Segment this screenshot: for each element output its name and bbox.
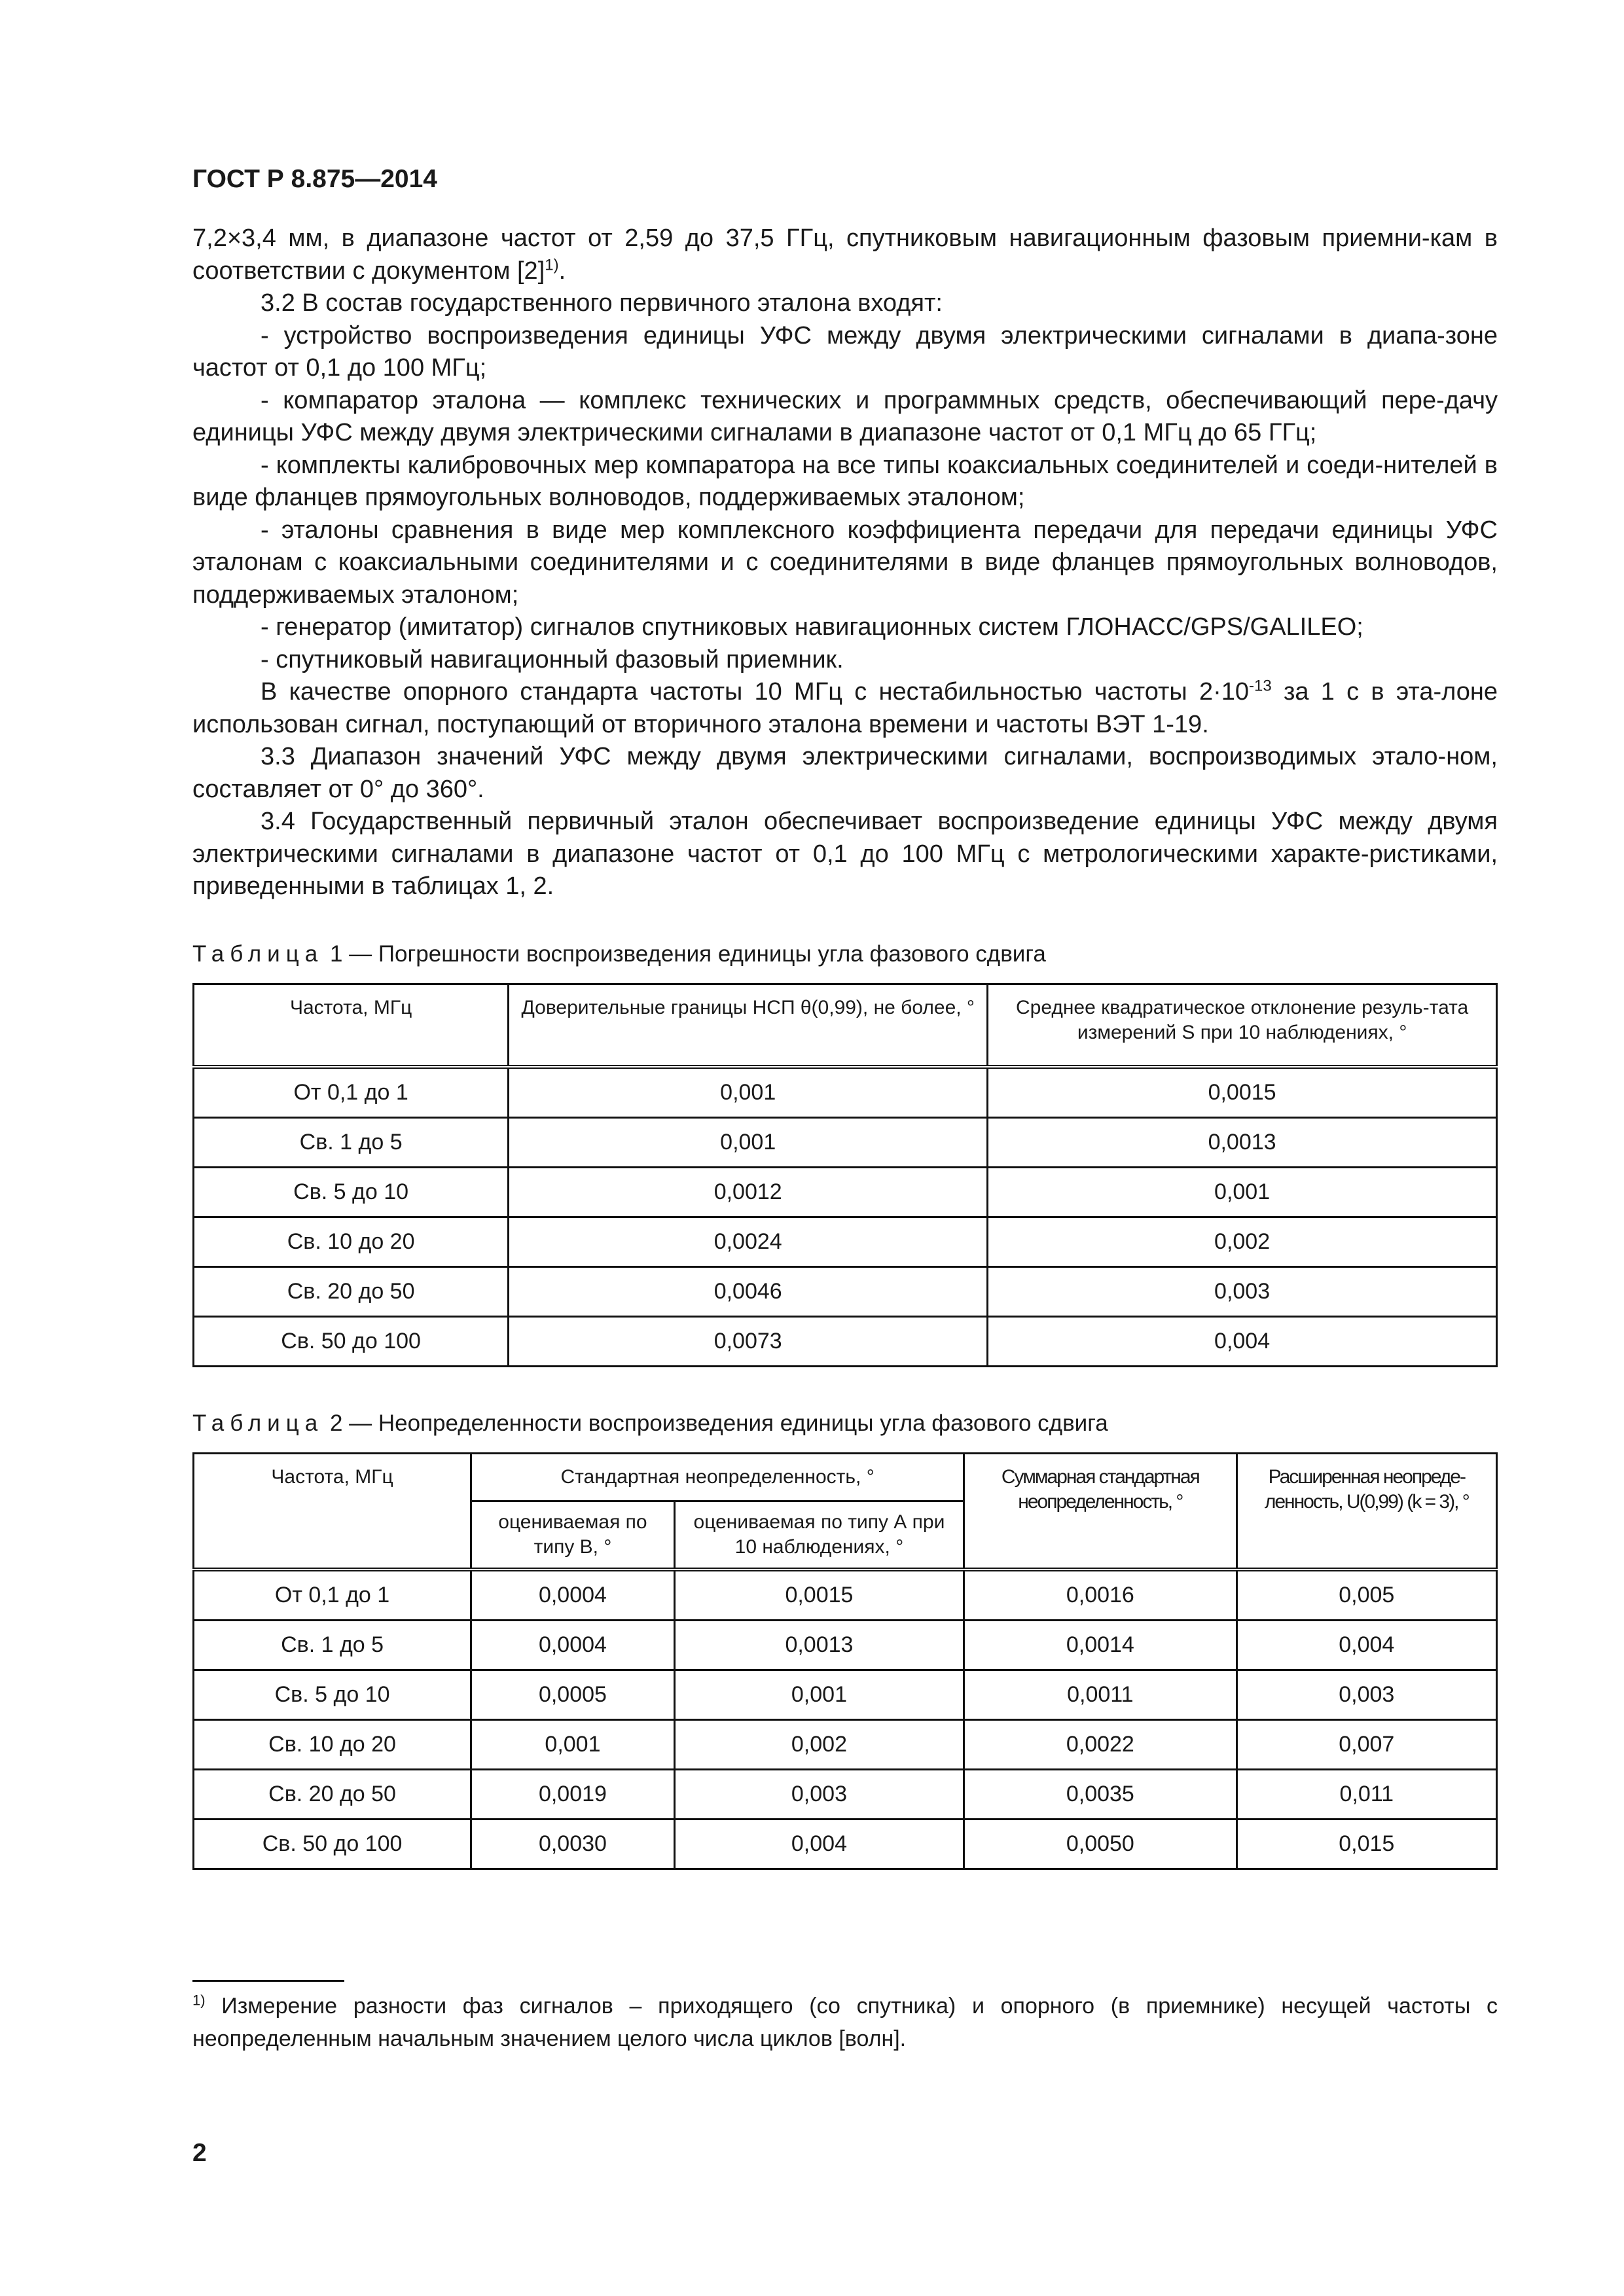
footnote-divider: [192, 1980, 344, 1982]
list-item: - компаратор эталона — комплекс технических и программных средств, обеспечивающий пере-дачу единицы УФС между двумя электрическими сигналами в диапазоне частот от 0,1 МГц до 65 ГГц;: [192, 386, 1498, 446]
table-header-row: [194, 1454, 1497, 1501]
table-cell: 0,001: [988, 1168, 1497, 1217]
list-item: - спутниковый навигационный фазовый приемник.: [261, 645, 844, 673]
table-cell: 0,002: [674, 1720, 964, 1770]
table-cell: Св. 1 до 5: [194, 1118, 509, 1168]
table-cell: 0,001: [674, 1670, 964, 1720]
table-cell: 0,0022: [964, 1720, 1237, 1770]
table-cell: 0,0035: [964, 1770, 1237, 1820]
paragraph: [192, 676, 1498, 741]
table-cell: 0,0011: [964, 1670, 1237, 1720]
column-header: оцениваемая по типу В, °: [471, 1501, 675, 1570]
paragraph-text: 7,2×3,4 мм, в диапазоне частот от 2,59 до 37,5 ГГц, спутниковым навигационным фазовым приемни-кам в соответствии с документом [2]: [192, 224, 1498, 285]
paragraph-text: за 1 с в эта-лоне использован сигнал, поступающий от вторичного эталона времени и частоты ВЭТ 1-19.: [192, 678, 1498, 738]
table-row: [194, 1168, 1497, 1217]
column-header: Доверительные границы НСП θ(0,99), не более, °: [509, 984, 988, 1067]
table-cell: Св. 1 до 5: [194, 1621, 471, 1670]
column-header: Расширенная неопреде-ленность, U(0,99) (k = 3), °: [1236, 1454, 1496, 1570]
table-cell: Св. 10 до 20: [194, 1217, 509, 1267]
table-2: [192, 1452, 1498, 1870]
table-row: [194, 1317, 1497, 1367]
body-text: [192, 223, 1498, 903]
column-header: Стандартная неопределенность, °: [471, 1454, 964, 1501]
paragraph: [192, 223, 1498, 287]
column-header: Частота, МГц: [194, 984, 509, 1067]
table-cell: 0,0013: [988, 1118, 1497, 1168]
table-row: [194, 1267, 1497, 1317]
table-cell: 0,0004: [471, 1621, 675, 1670]
caption-label: Таблица: [192, 941, 324, 967]
table-cell: 0,0024: [509, 1217, 988, 1267]
table-cell: 0,0030: [471, 1820, 675, 1869]
paragraph: 3.2 В состав государственного первичного эталона входят:: [261, 289, 943, 317]
table-row: [194, 1670, 1497, 1720]
table-cell: От 0,1 до 1: [194, 1067, 509, 1118]
table-row: [194, 1720, 1497, 1770]
table-cell: 0,0012: [509, 1168, 988, 1217]
table-cell: 0,002: [988, 1217, 1497, 1267]
table-cell: 0,004: [674, 1820, 964, 1869]
table-row: [194, 1621, 1497, 1670]
list-item: - эталоны сравнения в виде мер комплексного коэффициента передачи для передачи единицы УФС эталонам с коаксиальными соединителями и с соединителями в виде фланцев прямоугольных волноводов, поддерживаемых эталоном;: [192, 516, 1498, 609]
footnote: [192, 1990, 1498, 2055]
table-row: [194, 1570, 1497, 1621]
table-cell: 0,015: [1236, 1820, 1496, 1869]
table2-caption: [192, 1410, 1108, 1437]
table-cell: 0,0014: [964, 1621, 1237, 1670]
exponent: -13: [1249, 677, 1272, 695]
table-1: [192, 983, 1498, 1367]
table-cell: 0,0016: [964, 1570, 1237, 1621]
table-row: [194, 1067, 1497, 1118]
table-header-row: [194, 984, 1497, 1067]
column-header: оцениваемая по типу А при 10 наблюдениях, °: [674, 1501, 964, 1570]
table-cell: 0,001: [471, 1720, 675, 1770]
table-cell: Св. 5 до 10: [194, 1670, 471, 1720]
footnote-text: Измерение разности фаз сигналов – приходящего (со спутника) и опорного (в приемнике) несущей частоты с неопределенным начальным значением целого числа циклов [волн].: [192, 1994, 1498, 2051]
document-id-header: ГОСТ Р 8.875—2014: [192, 165, 437, 193]
table-cell: 0,0050: [964, 1820, 1237, 1869]
paragraph: 3.4 Государственный первичный эталон обеспечивает воспроизведение единицы УФС между двумя электрическими сигналами в диапазоне частот от 0,1 до 100 МГц с метрологическими характе-ристиками, приведенными в таблицах 1, 2.: [192, 808, 1498, 900]
column-header: Среднее квадратическое отклонение резуль-тата измерений S при 10 наблюдениях, °: [988, 984, 1497, 1067]
paragraph-text: .: [558, 257, 566, 285]
table-cell: 0,011: [1236, 1770, 1496, 1820]
column-header: Частота, МГц: [194, 1454, 471, 1570]
table-cell: 0,0019: [471, 1770, 675, 1820]
paragraph: 3.3 Диапазон значений УФС между двумя электрическими сигналами, воспроизводимых этало-ном, составляет от 0° до 360°.: [192, 743, 1498, 803]
table-cell: 0,0005: [471, 1670, 675, 1720]
list-item: - генератор (имитатор) сигналов спутниковых навигационных систем ГЛОНАСС/GPS/GALILEO;: [261, 613, 1363, 641]
table-row: [194, 1820, 1497, 1869]
caption-text: 2 — Неопределенности воспроизведения единицы угла фазового сдвига: [323, 1410, 1108, 1436]
table-cell: Св. 20 до 50: [194, 1267, 509, 1317]
table-cell: Св. 20 до 50: [194, 1770, 471, 1820]
table-cell: Св. 5 до 10: [194, 1168, 509, 1217]
footnote-mark: 1): [192, 1992, 206, 2009]
table-cell: 0,004: [988, 1317, 1497, 1367]
table-row: [194, 1770, 1497, 1820]
list-item: - устройство воспроизведения единицы УФС между двумя электрическими сигналами в диапа-зоне частот от 0,1 до 100 МГц;: [192, 321, 1498, 382]
list-item: - комплекты калибровочных мер компаратора на все типы коаксиальных соединителей и соеди-нителей в виде фланцев прямоугольных волноводов, поддерживаемых эталоном;: [192, 451, 1498, 511]
caption-label: Таблица: [192, 1410, 324, 1436]
table-cell: 0,007: [1236, 1720, 1496, 1770]
table-cell: 0,003: [1236, 1670, 1496, 1720]
table-cell: 0,004: [1236, 1621, 1496, 1670]
column-header: Суммарная стандартная неопределенность, °: [964, 1454, 1237, 1570]
table-cell: Св. 50 до 100: [194, 1317, 509, 1367]
table-cell: 0,0046: [509, 1267, 988, 1317]
page-number: 2: [192, 2139, 207, 2167]
footnote-ref: 1): [545, 255, 559, 274]
table-cell: Св. 50 до 100: [194, 1820, 471, 1869]
table-cell: 0,003: [674, 1770, 964, 1820]
table1-caption: [192, 941, 1046, 967]
table-row: [194, 1217, 1497, 1267]
table-cell: 0,005: [1236, 1570, 1496, 1621]
table-cell: 0,0004: [471, 1570, 675, 1621]
table-cell: Св. 10 до 20: [194, 1720, 471, 1770]
table-cell: 0,0013: [674, 1621, 964, 1670]
table-cell: 0,001: [509, 1118, 988, 1168]
paragraph-text: В качестве опорного стандарта частоты 10 МГц с нестабильностью частоты 2·10: [261, 678, 1250, 706]
table-row: [194, 1118, 1497, 1168]
table-cell: 0,0015: [674, 1570, 964, 1621]
caption-text: 1 — Погрешности воспроизведения единицы угла фазового сдвига: [323, 941, 1046, 967]
table-cell: От 0,1 до 1: [194, 1570, 471, 1621]
table-cell: 0,0073: [509, 1317, 988, 1367]
table-cell: 0,0015: [988, 1067, 1497, 1118]
table-cell: 0,001: [509, 1067, 988, 1118]
table-cell: 0,003: [988, 1267, 1497, 1317]
